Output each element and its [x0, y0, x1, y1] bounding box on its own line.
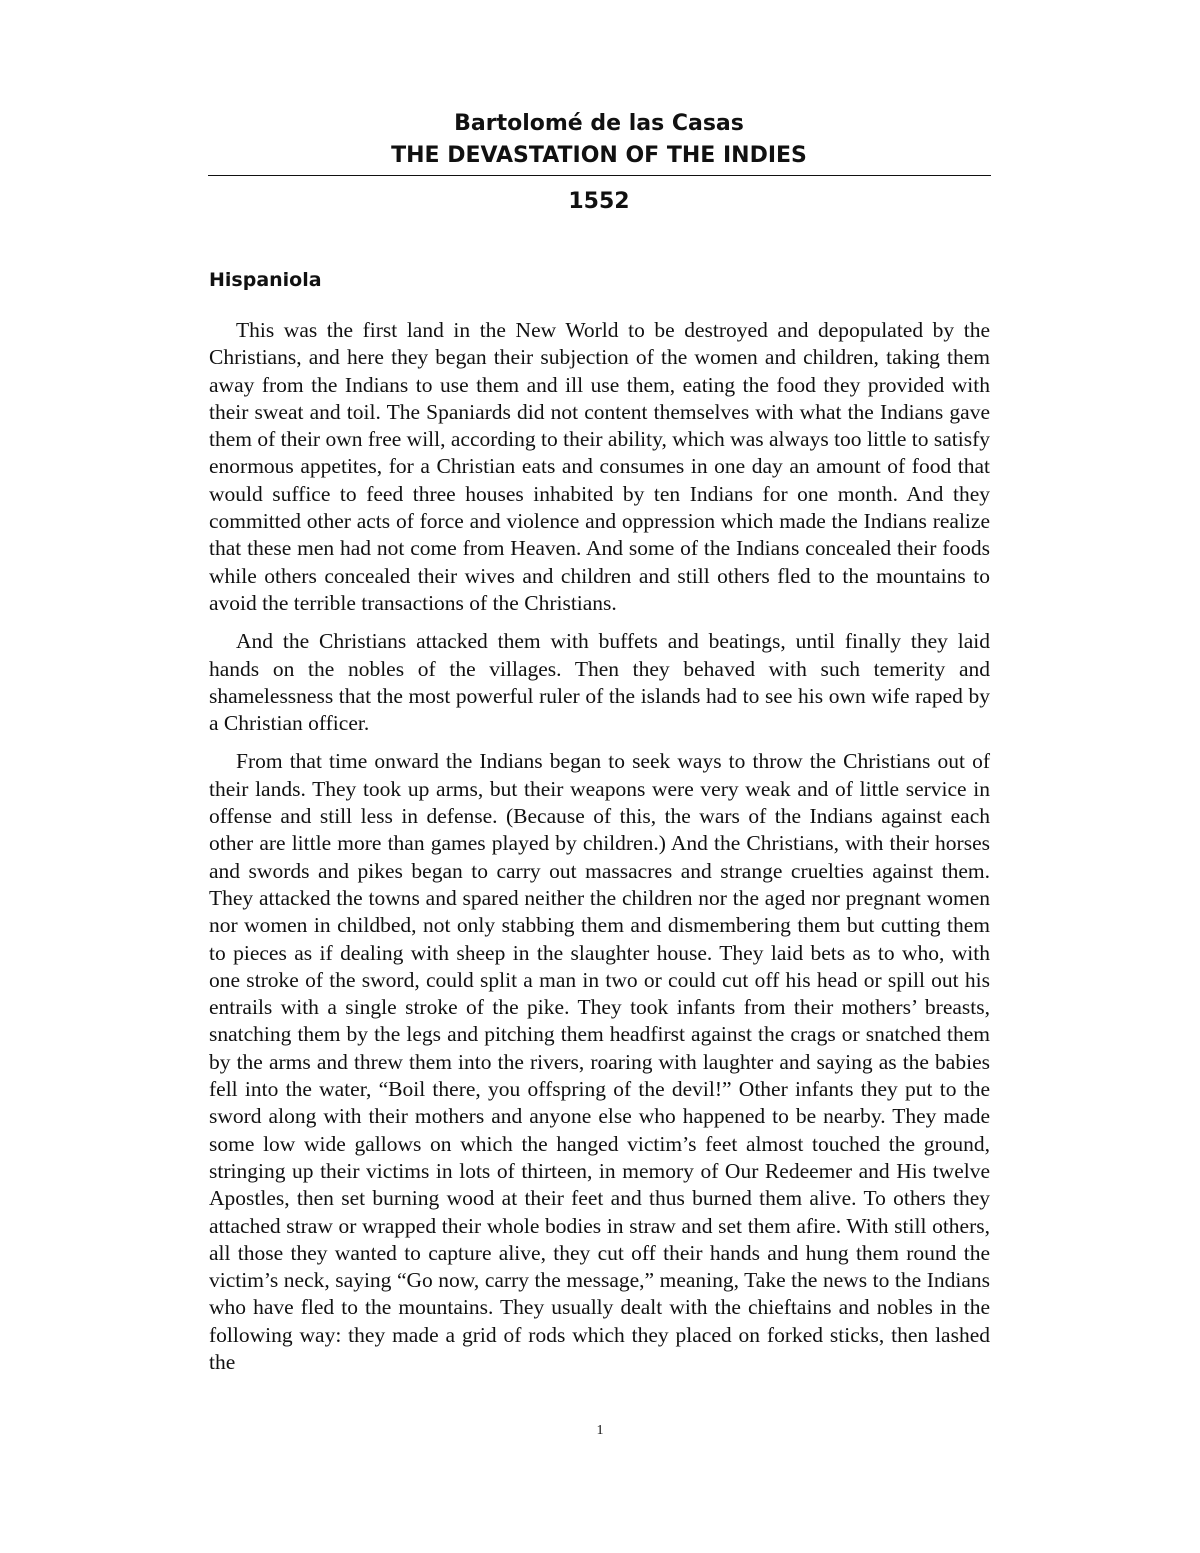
title-divider: [208, 175, 991, 176]
paragraph: This was the first land in the New World to be destroyed and depopulated by the Christians, and here they began their subjection of the women and children, taking them away from the Indians to use them and ill use them, eating the food they provided with their sweat and toil. The Spaniards did not content themselves with what the Indians gave them of their own free will, according to their ability, which was always too little to satisfy enormous appetites, for a Christian eats and consumes in one day an amount of food that would suffice to feed three houses inhabited by ten Indians for one month. And they committed other acts of force and violence and oppression which made the Indians realize that these men had not come from Heaven. And some of the Indians concealed their foods while others concealed their wives and children and still others fled to the mountains to avoid the terrible transactions of the Christians.: [209, 318, 990, 615]
author-name: Bartolomé de las Casas: [454, 111, 744, 136]
paragraph: And the Christians attacked them with buffets and beatings, until finally they laid hands on the nobles of the villages. Then they behaved with such temerity and shamelessness that the most powerful ruler of the islands had to see his own wife raped by a Christian officer.: [209, 629, 990, 736]
page-number: 1: [596, 1423, 604, 1438]
paragraph: From that time onward the Indians began to seek ways to throw the Christians out of their lands. They took up arms, but their weapons were very weak and of little service in offense and still less in defense. (Because of this, the wars of the Indians against each other are little more than games played by children.) And the Christians, with their horses and swords and pikes began to carry out massacres and strange cruelties against them. They attacked the towns and spared neither the children nor the aged nor pregnant women nor women in childbed, not only stabbing them and dismembering them but cutting them to pieces as if dealing with sheep in the slaughter house. They laid bets as to who, with one stroke of the sword, could split a man in two or could cut off his head or spill out his entrails with a single stroke of the pike. They took infants from their mothers’ breasts, snatching them by the legs and pitching them headfirst against the crags or snatched them by the arms and threw them into the rivers, roaring with laughter and saying as the babies fell into the water, “Boil there, you offspring of the devil!” Other infants they put to the sword along with their mothers and anyone else who happened to be nearby. They made some low wide gallows on which the hanged victim’s feet almost touched the ground, stringing up their victims in lots of thirteen, in memory of Our Redeemer and His twelve Apostles, then set burning wood at their feet and thus burned them alive. To others they attached straw or wrapped their whole bodies in straw and set them afire. With still others, all those they wanted to capture alive, they cut off their hands and hung them round the victim’s neck, saying “Go now, carry the message,” meaning, Take the news to the Indians who have fled to the mountains. They usually dealt with the chieftains and nobles in the following way: they made a grid of rods which they placed on forked sticks, then lashed the: [209, 749, 990, 1374]
section-heading: Hispaniola: [209, 269, 322, 291]
body-text: [209, 317, 990, 1387]
document-title: THE DEVASTATION OF THE INDIES: [391, 143, 807, 168]
publication-year: 1552: [568, 189, 630, 214]
